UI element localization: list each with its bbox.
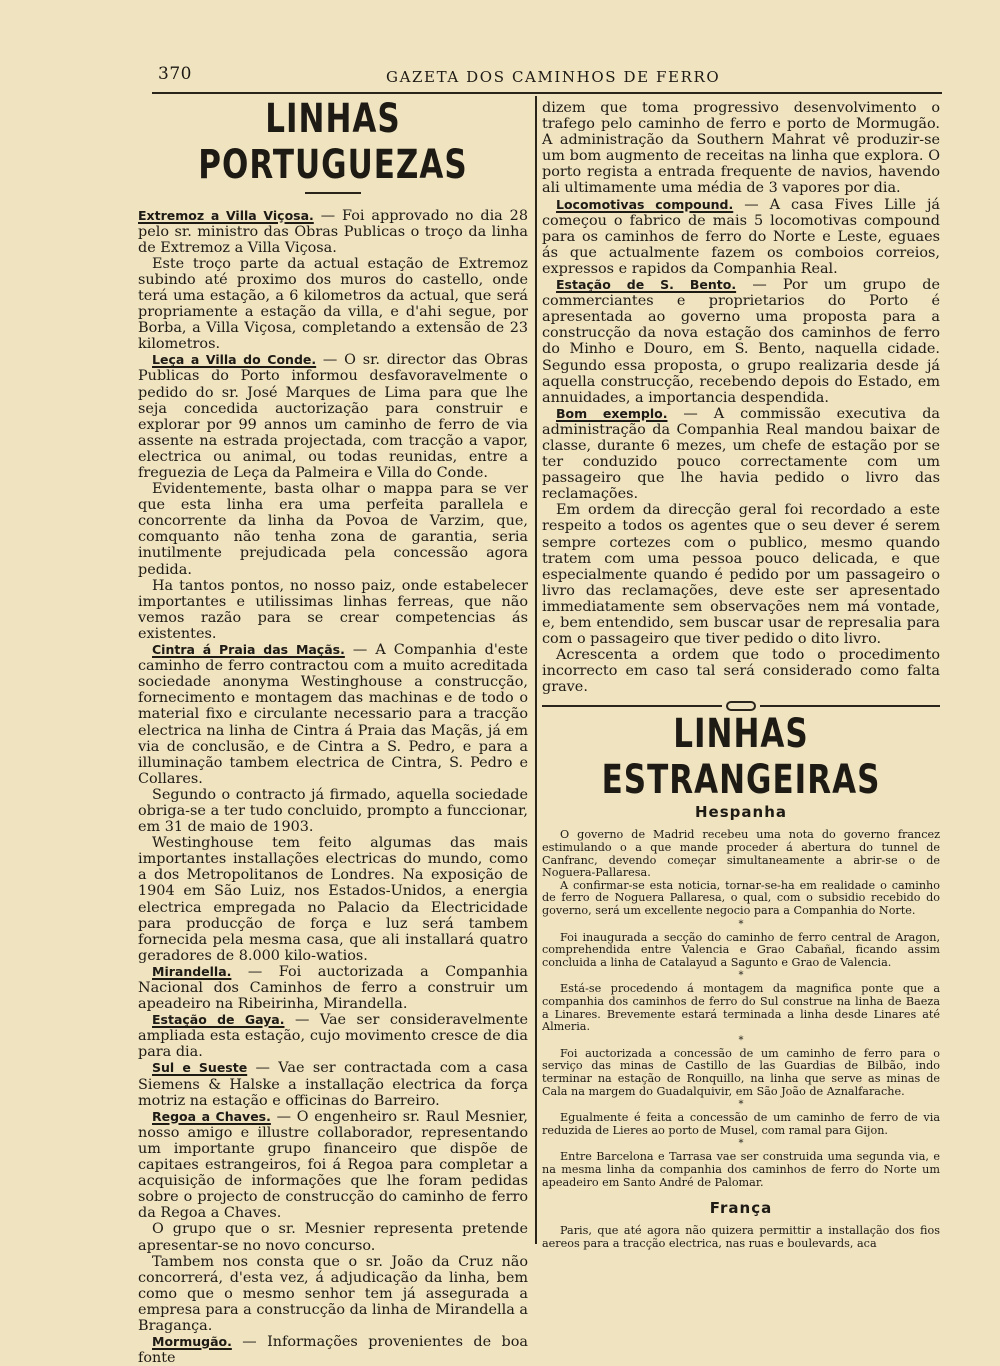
paragraph: Ha tantos pontos, no nosso paiz, onde estabelecer importantes e utilissimas linhas ferreas, que não vemos razão para se crear competencias ás existentes. [138,578,528,642]
article-sul-sueste [138,1060,528,1108]
paragraph: Acrescenta a ordem que todo o procedimento incorrecto em caso tal será considerado como falta grave. [542,647,940,695]
article-text: — Foi approvado no dia 28 pelo sr. ministro das Obras Publicas o troço da linha de Extremoz a Villa Viçosa. [138,208,528,256]
article-regoa [138,1109,528,1222]
paragraph: Entre Barcelona e Tarrasa vae ser construida uma segunda via, e na mesma linha da companhia dos caminhos de ferro do Norte um apeadeiro em Santo André de Palomar. [542,1151,940,1189]
article-keyword: Bom exemplo. [556,406,667,421]
title-rule [305,192,361,194]
article-extremoz [138,208,528,256]
paragraph: Paris, que até agora não quizera permittir a installação dos fios aereos para a tracção electrica, nas ruas e boulevards, aca [542,1225,940,1250]
article-text: — O engenheiro sr. Raul Mesnier, nosso amigo e illustre collaborador, representando um importante grupo financeiro que dispõe de capitaes estrangeiros, foi á Regoa para completar a acquisição de informações que lhe foram pedidas sobre o projecto de construcção do caminho de ferro da Regoa a Chaves. [138,1109,528,1222]
header-rule [152,92,942,94]
asterism: * [542,1034,940,1048]
article-text: — O sr. director das Obras Publicas do Porto informou desfavoravelmente o pedido do sr. José Marques de Lima para que lhe seja concedida auctorização para construir e explorar por 99 annos um caminho de ferro de via assente na estrada projectada, com tracção a vapor, electrica ou animal, ou todas reunidas, entre a freguezia de Leça da Palmeira e Villa do Conde. [138,352,528,481]
paragraph: Em ordem da direcção geral foi recordado a este respeito a todos os agentes que o seu dever é serem sempre cortezes com o publico, mesmo quando tratem com uma pessoa pouco delicada, e que especialmente quando é pedido por um passageiro o livro das reclamações, deve este ser apresentado immediatamente sem observações nem má vontade, e, bem entendido, sem buscar usar de represalia para com o passageiro que tiver pedido o dito livro. [542,502,940,647]
paragraph: Evidentemente, basta olhar o mappa para se ver que esta linha era uma perfeita parallela e concorrente da linha da Povoa de Varzim, que, comquanto não tenha zona de garantia, seria inutilmente prejudicada pela concessão agora pedida. [138,481,528,578]
article-sao-bento [542,277,940,406]
article-keyword: Sul e Sueste [152,1060,247,1075]
article-bom-exemplo [542,406,940,503]
left-articles [138,208,528,1366]
article-keyword: Estação de Gaya. [152,1012,284,1027]
paragraph: Westinghouse tem feito algumas das mais importantes installações electricas do mundo, como a dos Metropolitanos de Londres. Na exposição de 1904 em São Luiz, nos Estados-Unidos, a energia electrica empregada no Palacio da Electricidade para producção de força e luz será tambem fornecida pela mesma casa, que ali installará quatro geradores de 8.000 kilo-watios. [138,835,528,964]
page-number: 370 [158,64,192,84]
section-title-foreign-lines: LINHAS ESTRANGEIRAS [542,711,940,803]
article-text: — Informações provenientes de boa fonte [138,1334,528,1366]
article-text: — Vae ser consideravelmente ampliada esta estação, cujo movimento cresce de dia para dia. [138,1012,528,1060]
article-keyword: Cintra á Praia das Maçãs. [152,642,345,657]
france-news [542,1225,940,1250]
paragraph: O grupo que o sr. Mesnier representa pretende apresentar-se no novo concurso. [138,1221,528,1253]
article-text: — Vae ser contractada com a casa Siemens & Halske a installação electrica da força motriz na estação e officinas do Barreiro. [138,1060,528,1108]
asterism: * [542,969,940,983]
spain-news [542,829,940,1189]
article-text: — A casa Fives Lille já começou o fabrico de mais 5 locomotivas compound para os caminhos de ferro do Norte e Leste, eguaes ás que actualmente fazem os comboios correios, expressos e rapidos da Companhia Real. [542,197,940,277]
article-keyword: Extremoz a Villa Viçosa. [138,208,314,223]
paragraph: Está-se procedendo á montagem da magnifica ponte que a companhia dos caminhos de ferro do Sul construe na linha de Baeza a Linares. Brevemente estará terminada a linha desde Linares até Almeria. [542,983,940,1033]
paragraph: Tambem nos consta que o sr. João da Cruz não concorrerá, d'esta vez, á adjudicação da linha, bem como que o mesmo senhor tem já assegurada a empresa para a construcção da linha de Mirandella a Bragança. [138,1254,528,1334]
page-header [152,64,942,94]
article-keyword: Leça a Villa do Conde. [152,352,316,367]
article-cintra [138,642,528,787]
column-divider [535,96,537,1244]
article-keyword: Mormugão. [152,1334,232,1349]
right-articles [542,100,940,695]
article-mormugao [138,1334,528,1366]
article-text: — Foi auctorizada a Companhia Nacional dos Caminhos de ferro a construir um apeadeiro na Ribeirinha, Mirandella. [138,964,528,1012]
asterism: * [542,918,940,932]
paragraph: Egualmente é feita a concessão de um caminho de ferro de via reduzida de Lieres ao porto de Musel, com ramal para Gijon. [542,1112,940,1137]
country-heading-spain: Hespanha [542,803,940,821]
article-keyword: Estação de S. Bento. [556,277,736,292]
country-heading-france: França [542,1199,940,1217]
article-keyword: Regoa a Chaves. [152,1109,271,1124]
article-mirandella [138,964,528,1012]
left-column [138,100,528,1366]
article-keyword: Mirandella. [152,964,231,979]
paragraph: A confirmar-se esta noticia, tornar-se-ha em realidade o caminho de ferro de Noguera Pallaresa, o qual, com o subsidio recebido do governo, será um excellente negocio para a Companhia do Norte. [542,880,940,918]
paragraph: Este troço parte da actual estação de Extremoz subindo até proximo dos muros do castello, onde terá uma estação, a 6 kilometros da actual, que será propriamente a estação da villa, e d'ahi segue, por Borba, a Villa Viçosa, completando a extensão de 23 kilometros. [138,256,528,353]
asterism: * [542,1098,940,1112]
article-keyword: Locomotivas compound. [556,197,733,212]
paragraph: O governo de Madrid recebeu uma nota do governo francez estimulando o a que mande proceder á abertura do tunnel de Canfranc, devendo começar simultaneamente a abrir-se o de Noguera-Pallaresa. [542,829,940,879]
paragraph: Foi auctorizada a concessão de um caminho de ferro para o serviço das minas de Castillo de las Guardias de Bilbão, indo terminar na estação de Ronquillo, na linha que serve as minas de Cala na margem do Guadalquivir, em São João de Aznalfarache. [542,1048,940,1098]
article-text: — A Companhia d'este caminho de ferro contractou com a muito acreditada sociedade anonyma Westinghouse a construcção, fornecimento e montagem das machinas e de todo o material fixo e circulante necessario para a tracção electrica na linha de Cintra á Praia das Maçãs, já em via de conclusão, e de Cintra a S. Pedro, e para a illuminação tambem electrica de Cintra, S. Pedro e Collares. [138,642,528,787]
article-locomotives [542,197,940,277]
article-mormugao-continued: dizem que toma progressivo desenvolvimento o trafego pelo caminho de ferro e porto de Mormugão. A administração da Southern Mahrat vê produzir-se um bom augmento de receitas na linha que explora. O porto regista a entrada frequente de navios, havendo ali ultimamente uma média de 3 vapores por dia. [542,100,940,197]
right-column [542,100,940,1250]
paragraph: Segundo o contracto já firmado, aquella sociedade obriga-se a ter tudo concluido, prompto a funccionar, em 31 de maio de 1903. [138,787,528,835]
paragraph: Foi inaugurada a secção do caminho de ferro central de Aragon, comprehendida entre Valencia e Grao Cabañal, ficando assim concluida a linha de Catalayud a Sagunto e Grao de Valencia. [542,932,940,970]
asterism: * [542,1137,940,1151]
running-title: GAZETA DOS CAMINHOS DE FERRO [386,68,720,86]
article-text: — Por um grupo de commerciantes e proprietarios do Porto é apresentada ao governo uma proposta para a construcção da nova estação dos caminhos de ferro do Minho e Douro, em S. Bento, naquella cidade. Segundo essa proposta, o grupo realizaria desde já aquella construcção, recebendo depois do Estado, em annuidades, a importancia despendida. [542,277,940,406]
article-leca [138,352,528,481]
article-gaya [138,1012,528,1060]
article-text: — A commissão executiva da administração da Companhia Real mandou baixar de classe, durante 6 mezes, um chefe de estação por se ter conduzido pouco correctamente com um passageiro que lhe havia pedido o livro das reclamações. [542,406,940,502]
section-title-portuguese-lines: LINHAS PORTUGUEZAS [138,96,528,188]
